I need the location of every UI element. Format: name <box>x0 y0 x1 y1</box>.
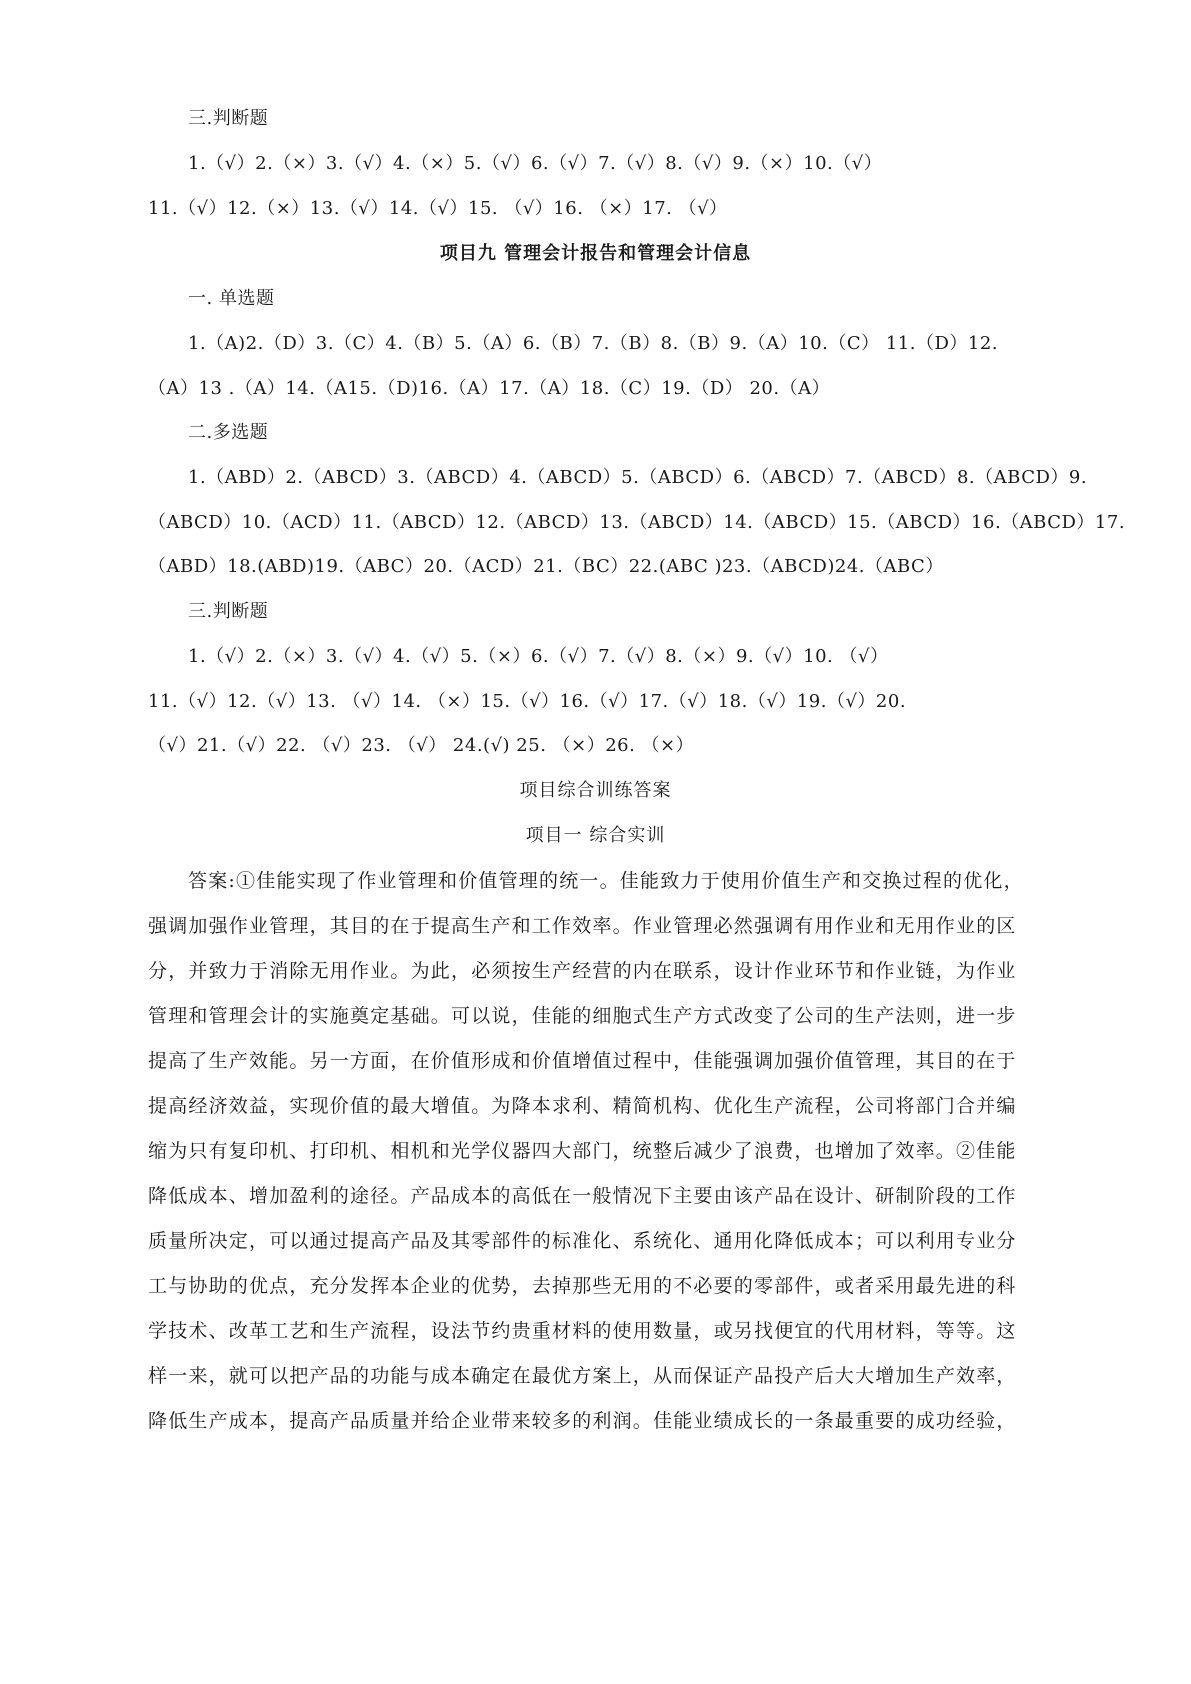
comprehensive-subtitle: 项目一 综合实训 <box>525 825 666 846</box>
answer-line: 1.（√）2.（×）3.（√）4.（√）5.（×）6.（√）7.（√）8.（×）9.（√）10. （√） <box>188 646 889 667</box>
answer-line: 11.（√）12.（×）13.（√）14.（√）15. （√）16. （×）17. （√） <box>148 198 728 219</box>
paragraph-line: 分，并致力于消除无用作业。为此，必须按生产经营的内在联系，设计作业环节和作业链，为作业 <box>148 960 1017 982</box>
answer-line: 1.（A)2.（D）3.（C）4.（B）5.（A）6.（B）7.（B）8.（B）9.（A）10.（C） 11.（D）12. <box>188 333 998 354</box>
paragraph-line: 答案:①佳能实现了作业管理和价值管理的统一。佳能致力于使用价值生产和交换过程的优化， <box>188 870 1024 892</box>
section-heading-multi-choice: 二.多选题 <box>188 422 269 443</box>
answer-line: （A）13 .（A）14.（A15.（D)16.（A）17.（A）18.（C）19.（D） 20.（A） <box>148 378 831 399</box>
answer-line: （ABCD）10.（ACD）11.（ABCD）12.（ABCD）13.（ABCD）14.（ABCD）15.（ABCD）16.（ABCD）17. <box>148 512 1126 533</box>
paragraph-line: 质量所决定，可以通过提高产品及其零部件的标准化、系统化、通用化降低成本；可以利用专业分 <box>148 1230 1017 1252</box>
paragraph-line: 提高了生产效能。另一方面，在价值形成和价值增值过程中，佳能强调加强价值管理，其目的在于 <box>148 1050 1017 1072</box>
paragraph-line: 提高经济效益，实现价值的最大增值。为降本求利、精简机构、优化生产流程，公司将部门合并编 <box>148 1095 1017 1117</box>
project-title: 项目九 管理会计报告和管理会计信息 <box>439 243 752 264</box>
section-heading-judgment: 三.判断题 <box>188 601 269 622</box>
paragraph-line: 缩为只有复印机、打印机、相机和光学仪器四大部门，统整后减少了浪费，也增加了效率。②佳能 <box>148 1140 1017 1162</box>
paragraph-line: 学技术、改革工艺和生产流程，设法节约贵重材料的使用数量，或另找便宜的代用材料，等等。这 <box>148 1320 1017 1342</box>
paragraph-line: 强调加强作业管理，其目的在于提高生产和工作效率。作业管理必然强调有用作业和无用作业的区 <box>148 915 1017 937</box>
answer-line: （√）21.（√）22. （√）23. （√） 24.(√) 25. （×）26. （×） <box>148 735 695 756</box>
paragraph-line: 降低成本、增加盈利的途径。产品成本的高低在一般情况下主要由该产品在设计、研制阶段的工作 <box>148 1185 1017 1207</box>
paragraph-line: 样一来，就可以把产品的功能与成本确定在最优方案上，从而保证产品投产后大大增加生产效率， <box>148 1365 1017 1387</box>
paragraph-line: 降低生产成本，提高产品质量并给企业带来较多的利润。佳能业绩成长的一条最重要的成功经验， <box>148 1410 1017 1432</box>
paragraph-line: 工与协助的优点，充分发挥本企业的优势，去掉那些无用的不必要的零部件，或者采用最先进的科 <box>148 1275 1017 1297</box>
answer-line: 11.（√）12.（√）13. （√）14. （×）15.（√）16.（√）17.（√）18.（√）19.（√）20. <box>148 691 907 712</box>
answer-line: （ABD）18.(ABD)19.（ABC）20.（ACD）21.（BC）22.(ABC )23.（ABCD)24.（ABC） <box>148 556 944 577</box>
answer-line: 1.（√）2.（×）3.（√）4.（×）5.（√）6.（√）7.（√）8.（√）9.（×）10.（√） <box>188 153 883 174</box>
section-heading-judgment: 三.判断题 <box>188 108 269 129</box>
answer-line: 1.（ABD）2.（ABCD）3.（ABCD）4.（ABCD）5.（ABCD）6.（ABCD）7.（ABCD）8.（ABCD）9. <box>188 467 1088 488</box>
paragraph-line: 管理和管理会计的实施奠定基础。可以说，佳能的细胞式生产方式改变了公司的生产法则，进一步 <box>148 1005 1017 1027</box>
section-heading-single-choice: 一. 单选题 <box>188 288 275 309</box>
comprehensive-title: 项目综合训练答案 <box>519 780 672 801</box>
